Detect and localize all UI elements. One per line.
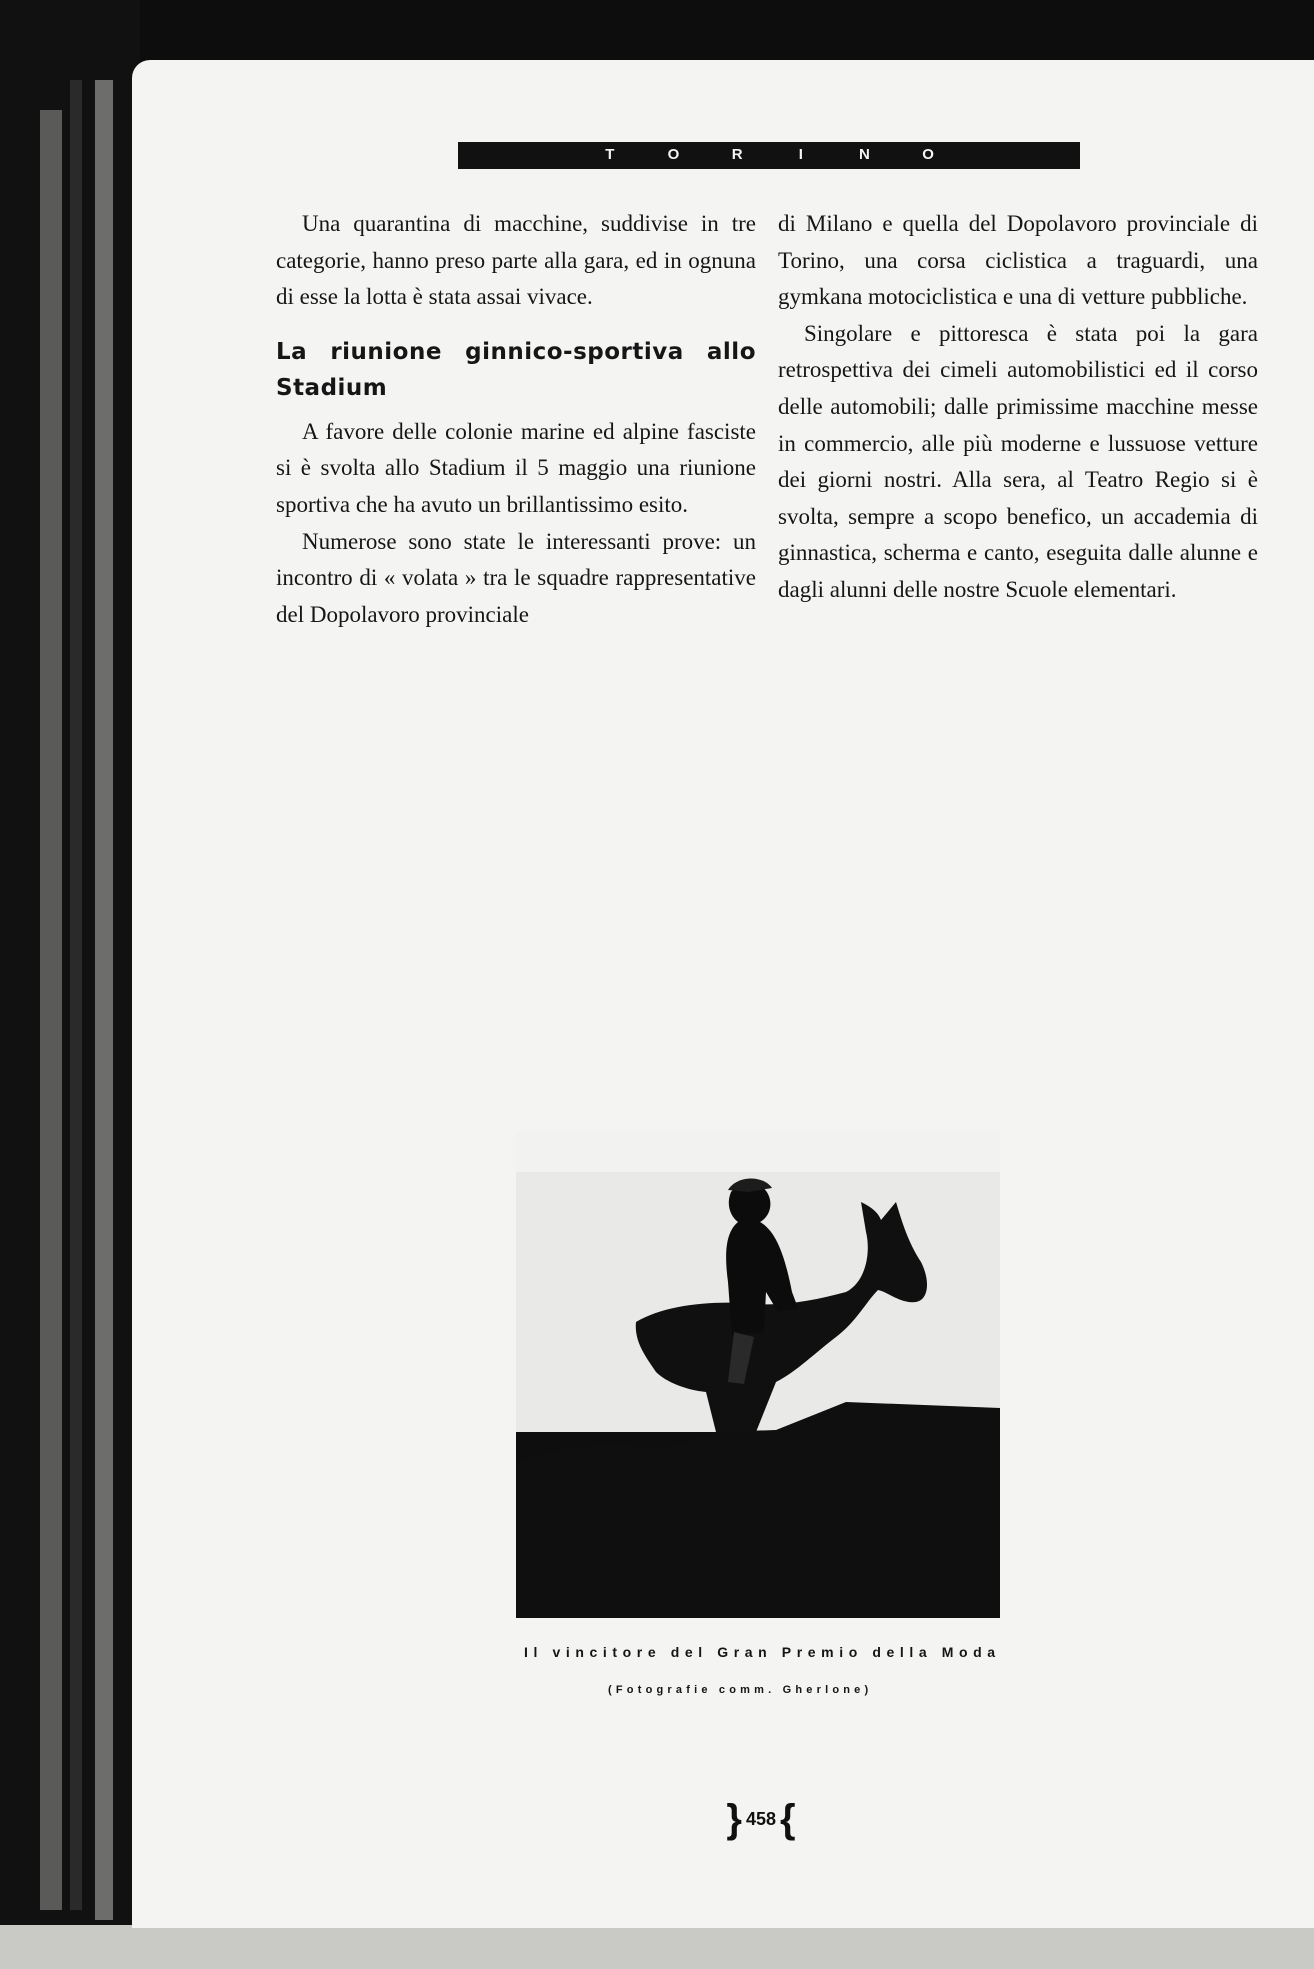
header-letter: O <box>922 145 934 163</box>
jockey-on-horse-photo <box>516 1132 1000 1618</box>
book-spine-edge <box>40 110 62 1910</box>
paragraph: Numerose sono state le interessanti prove: un incontro di « volata » tra le squadre rappresentative del Dopolavoro provinciale <box>276 528 756 627</box>
paragraph: A favore delle colonie marine ed alpine fasciste si è svolta allo Stadium il 5 maggio una riunione sportiva che ha avuto un brillantissimo esito. <box>276 418 756 517</box>
page-number-bracket-right: { <box>780 1797 796 1841</box>
header-letter: R <box>731 145 743 163</box>
running-header <box>458 142 1080 166</box>
paragraph: di Milano e quella del Dopolavoro provinciale di Torino, una corsa ciclistica a traguardi, una gymkana motociclistica e una di vetture pubbliche. <box>778 211 1258 310</box>
page-number-bracket-left: } <box>726 1797 742 1841</box>
header-letter: I <box>798 145 803 163</box>
photo-caption: Il vincitore del Gran Premio della Moda <box>524 1644 1001 1660</box>
text-column-right <box>778 206 1258 609</box>
book-spine-edge <box>95 80 113 1920</box>
section-title: La riunione ginnico-sportiva allo Stadium <box>276 338 756 401</box>
page-number <box>706 1796 816 1842</box>
header-letter: O <box>667 145 680 163</box>
page-number-value: 458 <box>745 1808 777 1829</box>
header-letter: N <box>859 145 870 163</box>
book-spine-edge <box>70 80 82 1910</box>
header-rule <box>458 166 1080 169</box>
header-letter: T <box>605 145 615 163</box>
photo-silhouette <box>516 1132 1000 1618</box>
scan-border-bottom <box>0 1925 1314 1969</box>
photo-credit: (Fotografie comm. Gherlone) <box>608 1684 873 1696</box>
text-column-left <box>276 206 756 633</box>
intro-paragraph: Una quarantina di macchine, suddivise in tre categorie, hanno preso parte alla gara, ed in ognuna di esse la lotta è stata assai vivace. <box>276 211 756 310</box>
paragraph: Singolare e pittoresca è stata poi la gara retrospettiva dei cimeli automobilistici ed il corso delle automobili; dalle primissime macchine messe in commercio, alle più moderne e lussuose vetture dei giorni nostri. Alla sera, al Teatro Regio si è svolta, sempre a scopo benefico, un accademia di ginnastica, scherma e canto, eseguita dalle alunne e dagli alunni delle nostre Scuole elementari. <box>778 320 1258 602</box>
